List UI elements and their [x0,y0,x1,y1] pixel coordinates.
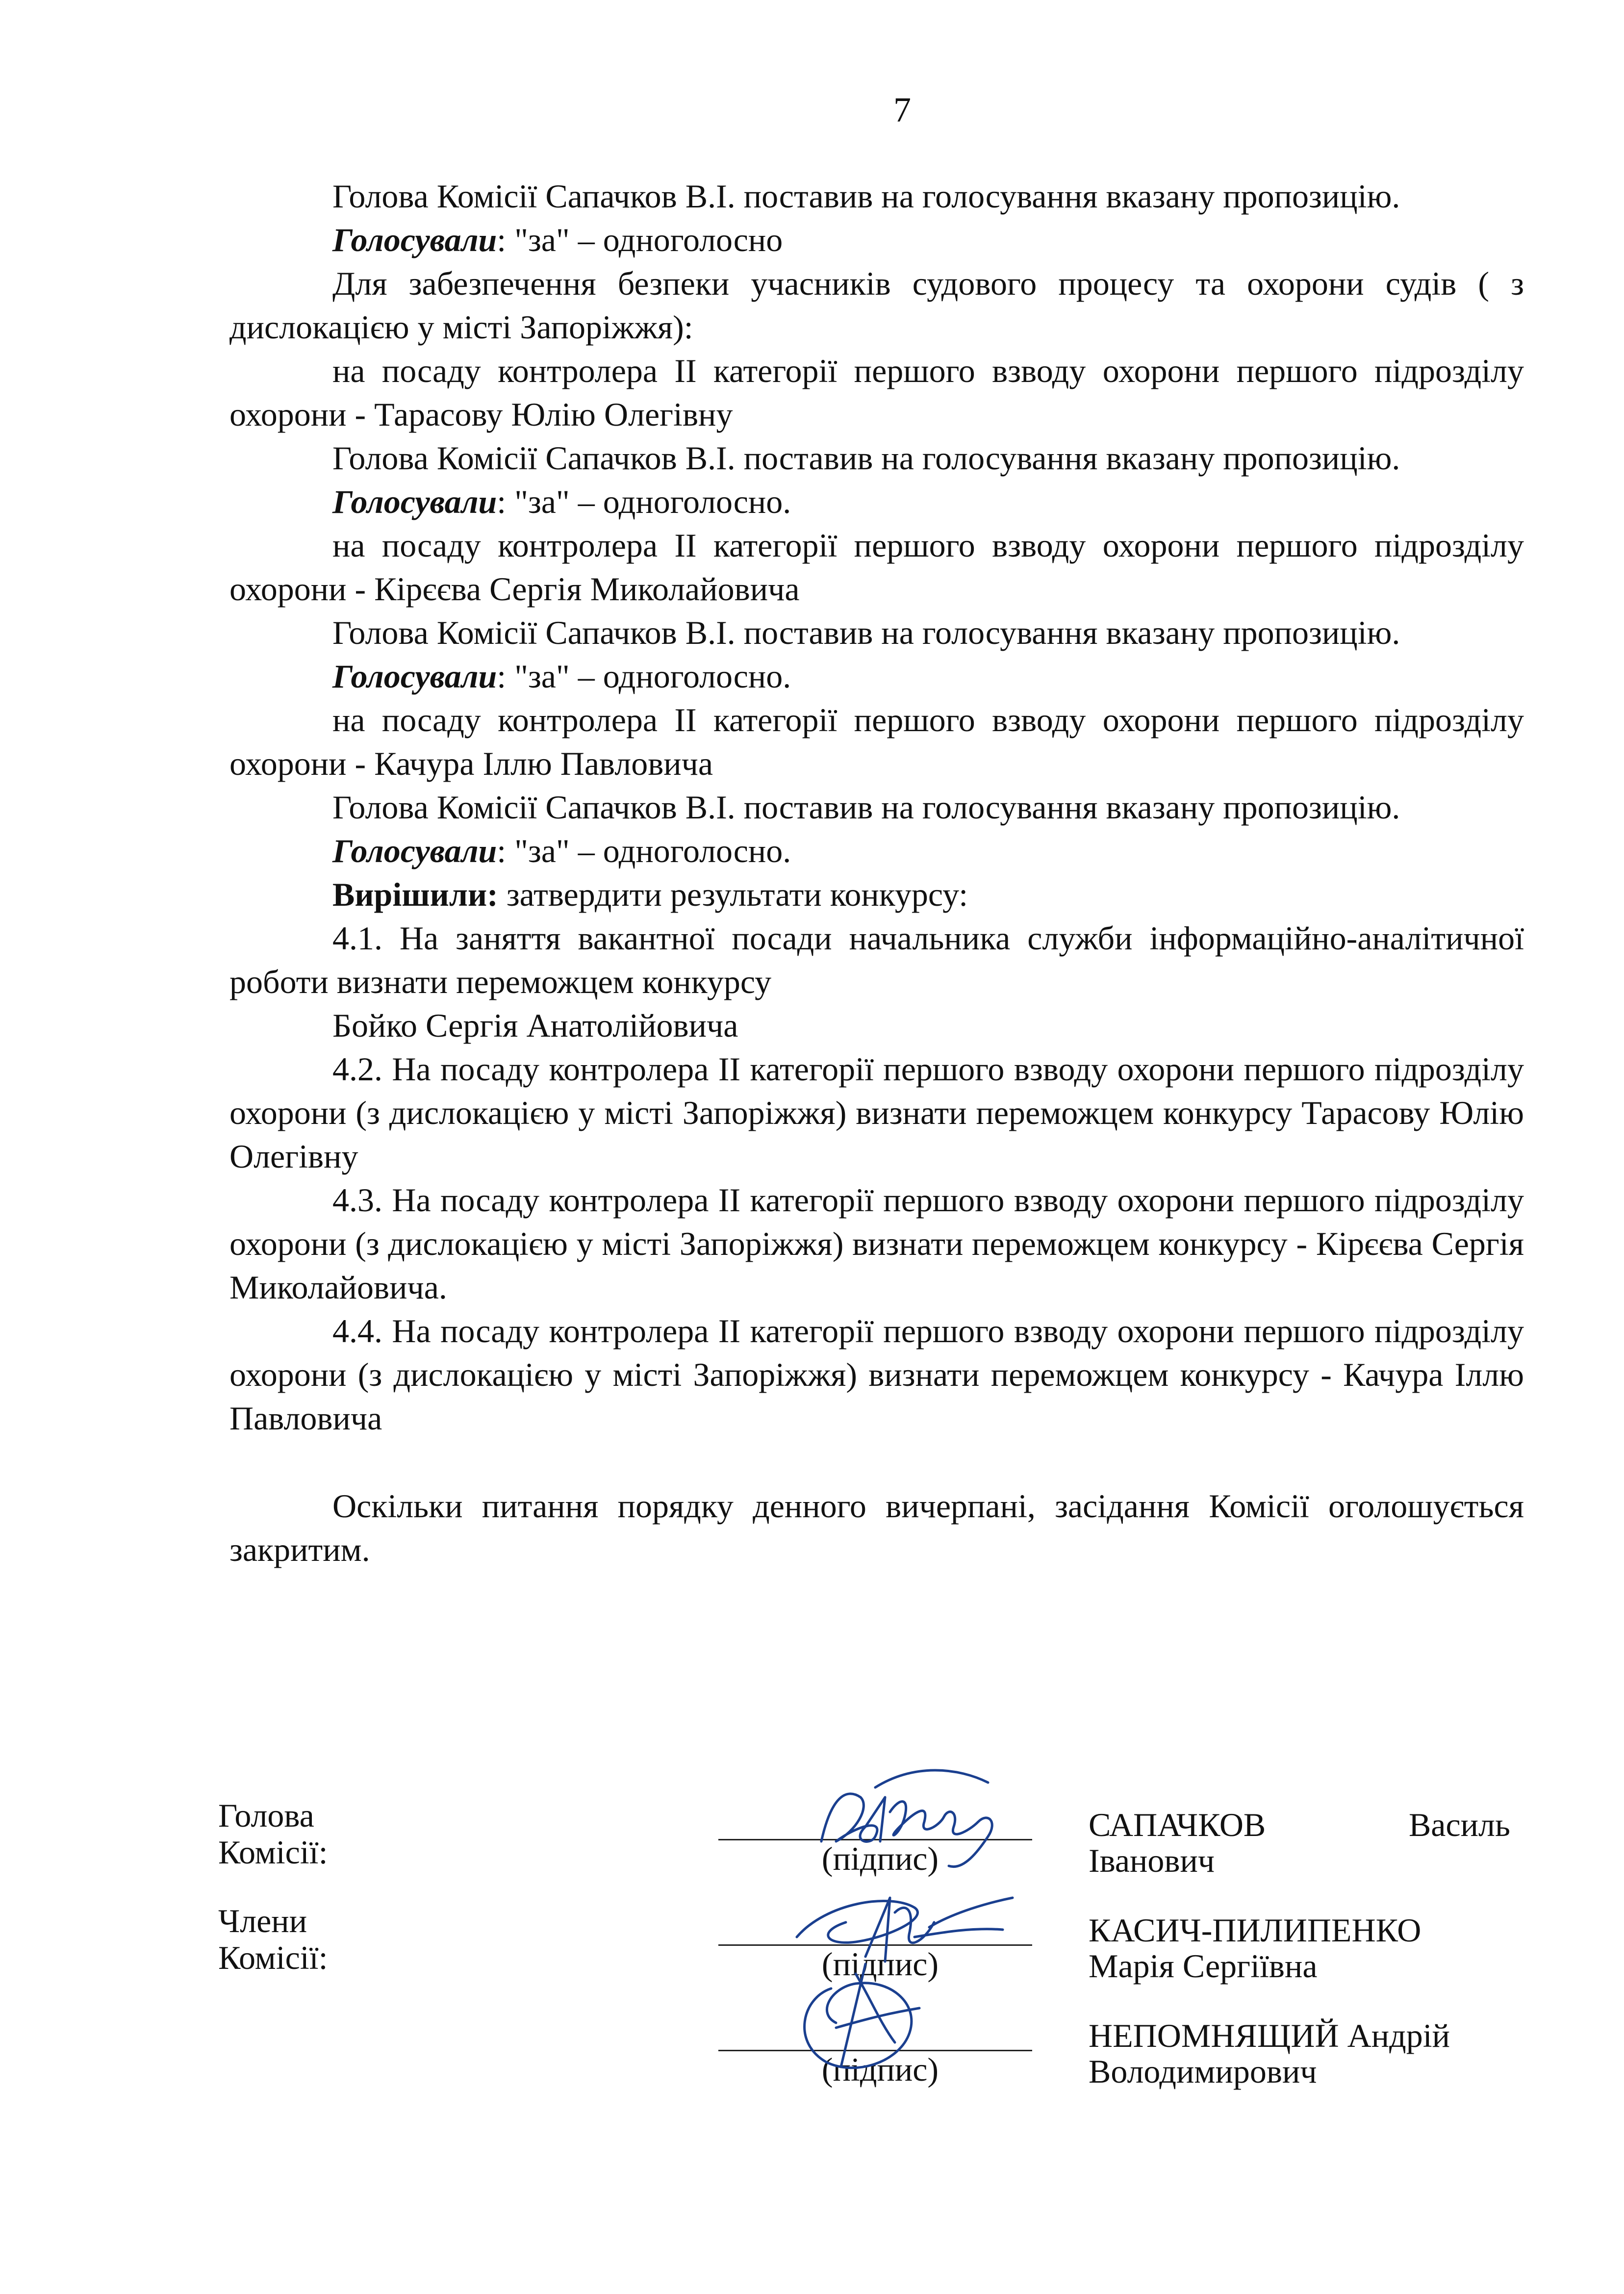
vote-result-4 [229,829,1524,873]
vote-result-2 [229,480,1524,524]
paragraph-chair-vote-3: Голова Комісії Сапачков В.І. поставив на голосування вказану пропозицію. [332,614,1400,651]
signature-row-member-2 [218,2008,1542,2106]
member-1-name [1089,1912,1510,1984]
member-1-given-names: Марія Сергіївна [1089,1947,1318,1985]
signature-caption: (підпис) [821,1840,939,1877]
decision-label: Вирішили: [332,876,498,913]
paragraph-security-intro: Для забезпечення безпеки учасників судового процесу та охорони судів ( з дислокацією у місті Запоріжжя): [229,265,1524,346]
decision-heading [229,873,1524,917]
chair-surname: САПАЧКОВ [1089,1806,1266,1843]
vote-label: Голосували [332,658,497,695]
signature-caption: (підпис) [821,2051,939,2088]
role-chair [218,1797,414,1871]
paragraph-candidate-tarasova: на посаду контролера II категорії першого взводу охорони першого підрозділу охорони - Тарасову Юлію Олегівну [229,352,1524,433]
decision-item-4-2: 4.2. На посаду контролера II категорії першого взводу охорони першого підрозділу охорони (з дислокацією у місті Запоріжжя) визнати переможцем конкурсу Тарасову Юлію Олегівну [229,1050,1524,1175]
chair-first-name: Василь [1408,1806,1510,1843]
vote-result-text: : "за" – одноголосно. [497,483,791,520]
minutes-body [229,175,1524,1572]
vote-label: Голосували [332,221,497,258]
vote-result-3 [229,655,1524,698]
decision-item-4-1-winner: Бойко Сергія Анатолійовича [332,1007,738,1044]
role-line: Члени [218,1902,307,1939]
decision-item-4-4: 4.4. На посаду контролера II категорії першого взводу охорони першого підрозділу охорони (з дислокацією у місті Запоріжжя) визнати переможцем конкурсу - Качура Іллю Павловича [229,1312,1524,1437]
role-members [218,1903,414,1976]
vote-result-text: : "за" – одноголосно [497,221,783,258]
decision-item-4-1: 4.1. На заняття вакантної посади начальника служби інформаційно-аналітичної роботи визнати переможцем конкурсу [229,919,1524,1000]
member-2-patronymic: Володимирович [1089,2053,1317,2090]
vote-result-text: : "за" – одноголосно. [497,658,791,695]
vote-label: Голосували [332,832,497,869]
role-line: Голова [218,1797,314,1834]
closing-statement: Оскільки питання порядку денного вичерпані, засідання Комісії оголошується закритим. [229,1487,1524,1568]
chair-name [1089,1807,1510,1879]
paragraph-candidate-kireev: на посаду контролера II категорії першого взводу охорони першого підрозділу охорони - Кірєєва Сергія Миколайовича [229,527,1524,608]
chair-patronymic: Іванович [1089,1842,1215,1879]
role-line: Комісії: [218,1939,328,1976]
member-1-surname: КАСИЧ-ПИЛИПЕНКО [1089,1912,1421,1949]
decision-text: затвердити результати конкурсу: [498,876,968,913]
member-2-surname: НЕПОМНЯЩИЙ Андрій [1089,2017,1450,2054]
vote-result-1 [229,218,1524,262]
signature-caption: (підпис) [821,1945,939,1983]
paragraph-chair-vote-1: Голова Комісії Сапачков В.І. поставив на голосування вказану пропозицію. [332,178,1400,215]
handwritten-signature-chair [802,1768,1037,1876]
decision-item-4-3: 4.3. На посаду контролера II категорії першого взводу охорони першого підрозділу охорони (з дислокацією у місті Запоріжжя) визнати переможцем конкурсу - Кірєєва Сергія Миколайовича. [229,1181,1524,1306]
vote-result-text: : "за" – одноголосно. [497,832,791,869]
member-2-name [1089,2018,1510,2090]
role-line: Комісії: [218,1834,328,1871]
handwritten-signature-member-2 [772,1954,978,2082]
signature-block [218,1797,1542,2111]
page-number: 7 [893,90,911,129]
paragraph-chair-vote-4: Голова Комісії Сапачков В.І. поставив на голосування вказану пропозицію. [332,789,1400,826]
signature-row-chair [218,1797,1542,1895]
spacer [229,1440,1524,1484]
paragraph-candidate-kachur: на посаду контролера II категорії першого взводу охорони першого підрозділу охорони - Качура Іллю Павловича [229,701,1524,782]
vote-label: Голосували [332,483,497,520]
paragraph-chair-vote-2: Голова Комісії Сапачков В.І. поставив на голосування вказану пропозицію. [332,439,1400,477]
